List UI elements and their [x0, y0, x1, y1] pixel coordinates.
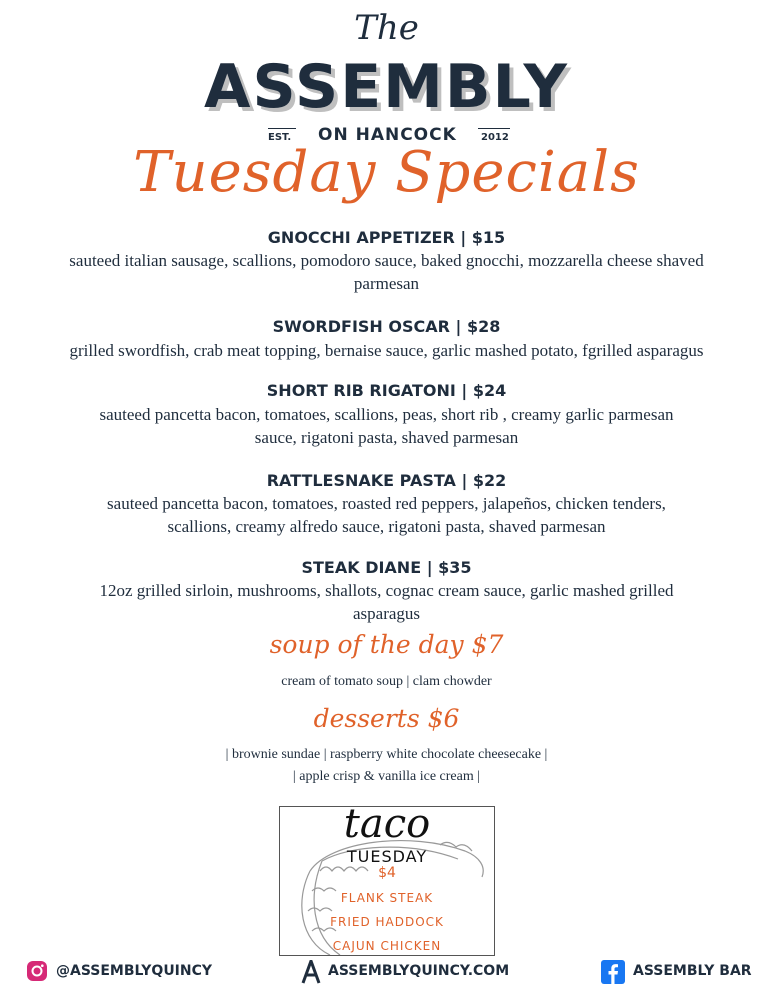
special-name: STEAK DIANE | $35 [301, 558, 472, 577]
desserts-line: | brownie sundae | raspberry white chocolate cheesecake | [225, 747, 548, 762]
instagram-handle: @ASSEMBLYQUINCY [56, 963, 213, 979]
page-title: Tuesday Specials [133, 140, 640, 205]
taco-price: $4 [378, 865, 396, 881]
divider [268, 128, 296, 129]
taco-word: taco [343, 806, 431, 847]
taco-day: TUESDAY [346, 847, 428, 866]
special-name: SWORDFISH OSCAR | $28 [272, 317, 501, 336]
soup-heading: soup of the day $7 [269, 630, 504, 659]
soup-items: cream of tomato soup | clam chowder [281, 674, 492, 689]
logo-the: The [354, 8, 419, 48]
special-name: RATTLESNAKE PASTA | $22 [266, 471, 507, 490]
special-description: sauteed pancetta bacon, tomatoes, scallions, peas, short rib , creamy garlic parmesan sauce, rigatoni pasta, shaved parmesan [99, 405, 674, 447]
taco-tuesday-panel [279, 806, 495, 956]
logo-tagline: ON HANCOCK [318, 125, 457, 145]
assembly-logo-icon [301, 960, 321, 984]
logo-year: 2012 [481, 132, 509, 143]
facebook-page: ASSEMBLY BAR [633, 963, 752, 979]
website-link: ASSEMBLYQUINCY.COM [328, 963, 510, 979]
special-name: SHORT RIB RIGATONI | $24 [266, 381, 507, 400]
taco-item: FLANK STEAK [340, 891, 434, 905]
taco-item: CAJUN CHICKEN [332, 939, 442, 953]
logo-est: EST. [268, 132, 292, 143]
special-description: 12oz grilled sirloin, mushrooms, shallots, cognac cream sauce, garlic mashed grilled asparagus [99, 581, 674, 623]
desserts-heading: desserts $6 [313, 704, 460, 733]
facebook-icon [601, 960, 625, 984]
taco-item: FRIED HADDOCK [330, 915, 444, 929]
special-description: sauteed italian sausage, scallions, pomodoro sauce, baked gnocchi, mozzarella cheese shaved parmesan [69, 251, 704, 293]
special-name: GNOCCHI APPETIZER | $15 [267, 228, 506, 247]
desserts-line: | apple crisp & vanilla ice cream | [292, 769, 481, 784]
logo-assembly: ASSEMBLY [204, 52, 569, 122]
special-description: grilled swordfish, crab meat topping, bernaise sauce, garlic mashed potato, fgrilled asparagus [69, 341, 704, 360]
divider [478, 128, 510, 129]
special-description: sauteed pancetta bacon, tomatoes, roasted red peppers, jalapeños, chicken tenders, scallions, creamy alfredo sauce, rigatoni pasta, shaved parmesan [107, 494, 666, 536]
instagram-icon [26, 960, 48, 982]
